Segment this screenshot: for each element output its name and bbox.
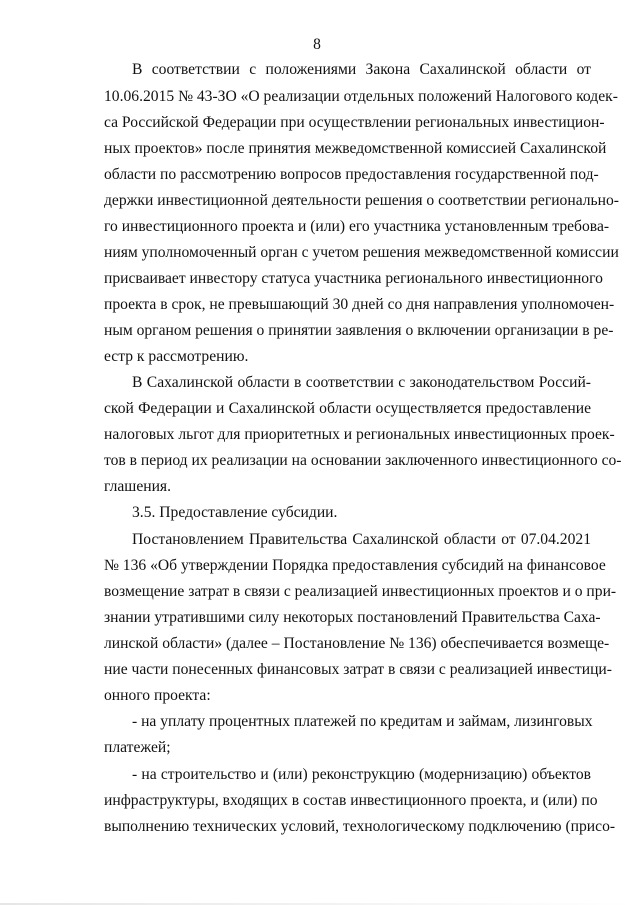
paragraph-1-line-12: естр к рассмотрению. bbox=[104, 348, 249, 365]
paragraph-4-line-3: возмещение затрат в связи с реализацией инвестиционных проектов и о при- bbox=[104, 583, 617, 600]
paragraph-1-line-3: са Российской Федерации при осуществлении региональных инвестицион- bbox=[104, 114, 605, 131]
paragraph-2-line-5: глашения. bbox=[104, 478, 171, 495]
paragraph-1-line-4: ных проектов» после принятия межведомственной комиссией Сахалинской bbox=[104, 140, 607, 157]
paragraph-1-line-7: го инвестиционного проекта и (или) его участника установленным требова- bbox=[104, 218, 610, 235]
paragraph-1-line-1: В соответствии с положениями Закона Сахалинской области от bbox=[132, 61, 591, 78]
paragraph-2-line-2: ской Федерации и Сахалинской области осуществляется предоставление bbox=[104, 400, 591, 417]
paragraph-1-line-8: ниям уполномоченный орган с учетом решения межведомственной комиссии bbox=[104, 244, 619, 261]
paragraph-4-line-7: онного проекта: bbox=[104, 687, 211, 704]
paragraph-1-line-2: 10.06.2015 № 43-ЗО «О реализации отдельных положений Налогового кодек- bbox=[104, 88, 618, 105]
paragraph-4-line-1: Постановлением Правительства Сахалинской области от 07.04.2021 bbox=[132, 531, 591, 548]
paragraph-1-line-11: ным органом решения о принятии заявления о включении организации в ре- bbox=[104, 322, 614, 339]
paragraph-4-line-6: ние части понесенных финансовых затрат в связи с реализацией инвестици- bbox=[104, 661, 612, 678]
list-item-2-line-2: инфраструктуры, входящих в состав инвестиционного проекта, и (или) по bbox=[104, 792, 598, 809]
paragraph-1-line-6: держки инвестиционной деятельности решения о соответствии регионально- bbox=[104, 192, 619, 209]
page-number: 8 bbox=[313, 36, 321, 53]
paragraph-1-line-10: проекта в срок, не превышающий 30 дней со дня направления уполномочен- bbox=[104, 296, 615, 313]
paragraph-4-line-2: № 136 «Об утверждении Порядка предоставления субсидий на финансовое bbox=[104, 557, 606, 574]
paragraph-2-line-1: В Сахалинской области в соответствии с законодательством Россий- bbox=[132, 374, 591, 391]
paragraph-2-line-3: налоговых льгот для приоритетных и региональных инвестиционных проек- bbox=[104, 426, 615, 443]
list-item-1-line-1: - на уплату процентных платежей по кредитам и займам, лизинговых bbox=[132, 713, 593, 730]
paragraph-1-line-9: присваивает инвестору статуса участника регионального инвестиционного bbox=[104, 270, 603, 287]
list-item-1-line-2: платежей; bbox=[104, 739, 171, 756]
section-heading: 3.5. Предоставление субсидии. bbox=[132, 504, 338, 521]
paragraph-1-line-5: области по рассмотрению вопросов предоставления государственной под- bbox=[104, 166, 599, 183]
paragraph-4-line-4: знании утратившими силу некоторых постановлений Правительства Саха- bbox=[104, 609, 601, 626]
list-item-2-line-3: выполнению технических условий, технологическому подключению (присо- bbox=[104, 818, 616, 835]
paragraph-2-line-4: тов в период их реализации на основании заключенного инвестиционного со- bbox=[104, 452, 622, 469]
paragraph-4-line-5: линской области» (далее – Постановление № 136) обеспечивается возмеще- bbox=[104, 635, 610, 652]
list-item-2-line-1: - на строительство и (или) реконструкцию (модернизацию) объектов bbox=[132, 766, 591, 783]
